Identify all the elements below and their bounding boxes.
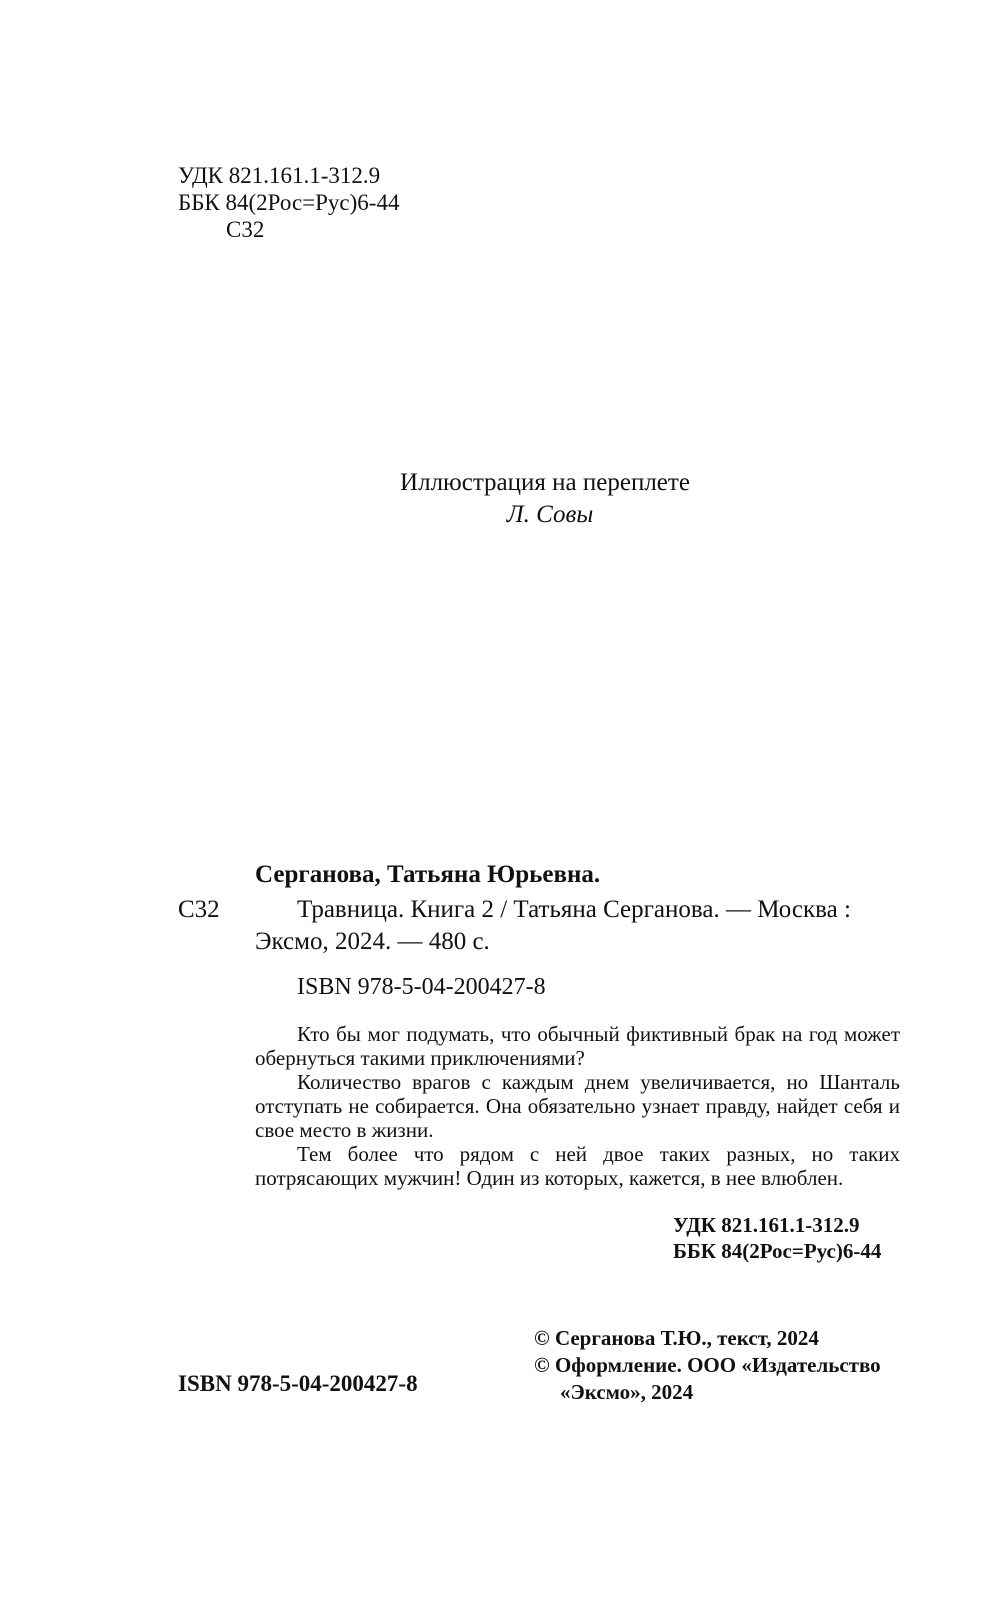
book-annotation <box>255 1022 900 1190</box>
annotation-paragraph: Кто бы мог подумать, что обычный фиктивный брак на год может обернуться такими приключениями? <box>255 1022 900 1070</box>
copyright-design-line-cont: «Эксмо», 2024 <box>560 1380 694 1404</box>
udk-code-bottom: УДК 821.161.1-312.9 <box>673 1213 860 1237</box>
copyright-design-line: © Оформление. ООО «Издательство <box>534 1353 881 1377</box>
annotation-paragraph: Количество врагов с каждым днем увеличивается, но Шанталь отступать не собирается. Она обязательно узнает правду, найдет себя и свое место в жизни. <box>255 1070 900 1142</box>
bibliographic-line-1: Травница. Книга 2 / Татьяна Серганова. — Москва : <box>297 896 851 923</box>
author-name: Серганова, Татьяна Юрьевна. <box>255 861 601 888</box>
copyright-text-line: © Серганова Т.Ю., текст, 2024 <box>534 1326 819 1350</box>
annotation-paragraph: Тем более что рядом с ней двое таких разных, но таких потрясающих мужчин! Один из которых, кажется, в нее влюблен. <box>255 1142 900 1190</box>
bbk-code-bottom: ББК 84(2Рос=Рус)6-44 <box>673 1239 882 1263</box>
isbn-bottom: ISBN 978-5-04-200427-8 <box>178 1371 418 1396</box>
illustration-artist: Л. Совы <box>506 501 594 528</box>
bbk-code: ББК 84(2Рос=Рус)6-44 <box>178 190 400 215</box>
udk-code: УДК 821.161.1-312.9 <box>178 163 381 188</box>
isbn-line: ISBN 978-5-04-200427-8 <box>297 974 546 1000</box>
author-code: С32 <box>226 217 265 242</box>
bibliographic-line-2: Эксмо, 2024. — 480 с. <box>255 928 490 955</box>
illustration-label: Иллюстрация на переплете <box>400 469 690 496</box>
side-author-code: С32 <box>178 896 220 923</box>
